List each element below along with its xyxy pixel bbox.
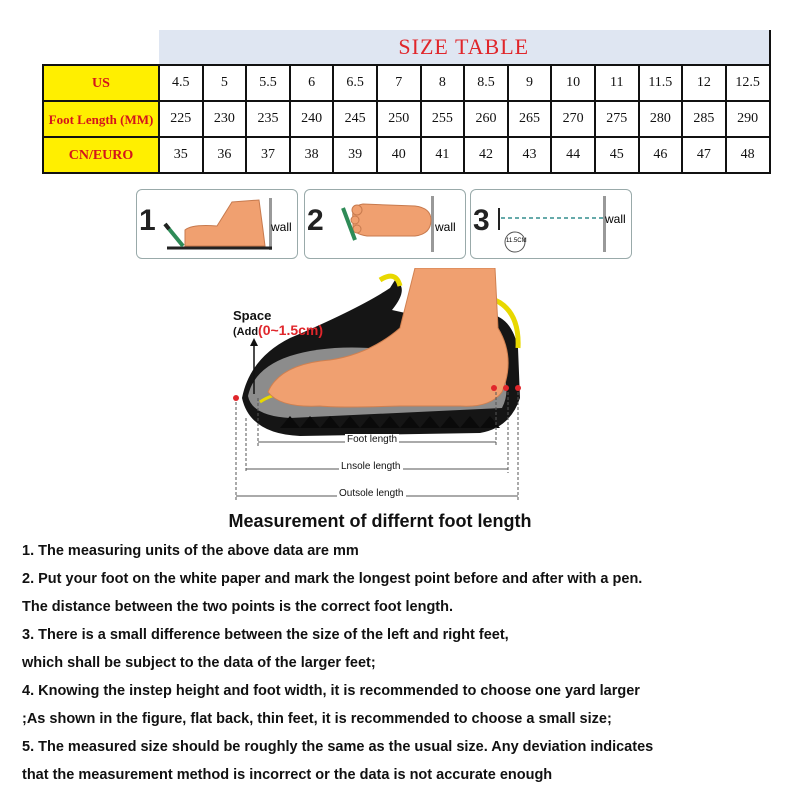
table-row-us	[43, 65, 770, 101]
table-cell: 235	[246, 101, 290, 137]
table-cell: 270	[551, 101, 595, 137]
step-number: 3	[473, 204, 490, 237]
table-cell: 39	[333, 137, 377, 173]
table-cell: 4.5	[159, 65, 203, 101]
table-cell: 8	[421, 65, 465, 101]
table-cell: 280	[639, 101, 683, 137]
table-cell: 285	[682, 101, 726, 137]
table-cell: 225	[159, 101, 203, 137]
instruction-line: 3. There is a small difference between the size of the left and right feet,	[22, 627, 509, 643]
table-cell: 41	[421, 137, 465, 173]
wall-label: wall	[435, 220, 456, 234]
table-cell: 250	[377, 101, 421, 137]
instruction-line: 4. Knowing the instep height and foot width, it is recommended to choose one yard larger	[22, 683, 640, 699]
table-cell: 37	[246, 137, 290, 173]
table-cell: 12	[682, 65, 726, 101]
table-cell: 43	[508, 137, 552, 173]
table-cell: 275	[595, 101, 639, 137]
row-label: US	[43, 65, 159, 101]
instruction-line: ;As shown in the figure, flat back, thin feet, it is recommended to choose a small size;	[22, 711, 612, 727]
space-annotation	[233, 308, 323, 340]
table-cell: 40	[377, 137, 421, 173]
size-table	[42, 30, 771, 174]
table-cell: 46	[639, 137, 683, 173]
table-cell: 12.5	[726, 65, 770, 101]
instruction-line: 1. The measuring units of the above data are mm	[22, 543, 359, 559]
table-corner	[43, 30, 159, 65]
table-cell: 230	[203, 101, 247, 137]
space-add: (Add	[233, 326, 259, 338]
foot-length-label: Foot length	[347, 434, 398, 445]
table-cell: 265	[508, 101, 552, 137]
table-cell: 10	[551, 65, 595, 101]
measurement-steps	[136, 189, 632, 259]
step-3-panel	[470, 189, 632, 259]
table-cell: 44	[551, 137, 595, 173]
instruction-line: that the measurement method is incorrect or the data is not accurate enough	[22, 767, 553, 783]
figure-caption: Measurement of differnt foot length	[228, 511, 532, 531]
row-label: Foot Length (MM)	[43, 101, 159, 137]
table-cell: 9	[508, 65, 552, 101]
table-cell: 8.5	[464, 65, 508, 101]
table-cell: 7	[377, 65, 421, 101]
table-cell: 35	[159, 137, 203, 173]
table-cell: 6	[290, 65, 334, 101]
table-cell: 42	[464, 137, 508, 173]
space-title: Space	[233, 308, 272, 323]
table-cell: 260	[464, 101, 508, 137]
table-cell: 45	[595, 137, 639, 173]
table-cell: 245	[333, 101, 377, 137]
instructions	[22, 541, 792, 793]
instruction-line: 2. Put your foot on the white paper and mark the longest point before and after with a pen.	[22, 571, 643, 587]
space-range: (0~1.5cm)	[258, 322, 324, 338]
instruction-line: The distance between the two points is the correct foot length.	[22, 599, 454, 615]
table-row-foot-length	[43, 101, 770, 137]
row-label: CN/EURO	[43, 137, 159, 173]
instruction-line: 5. The measured size should be roughly the same as the usual size. Any deviation indicates	[22, 739, 654, 755]
table-cell: 290	[726, 101, 770, 137]
table-title: SIZE TABLE	[159, 30, 770, 65]
wall-label: wall	[271, 220, 292, 234]
insole-length-label: Lnsole length	[341, 461, 401, 472]
wall-label: wall	[605, 212, 626, 226]
step-2-panel	[304, 189, 466, 259]
step-1-panel	[136, 189, 298, 259]
table-cell: 5.5	[246, 65, 290, 101]
table-cell: 5	[203, 65, 247, 101]
ruler-note: 11.5CM	[506, 238, 527, 244]
table-cell: 38	[290, 137, 334, 173]
outsole-length-label: Outsole length	[339, 488, 404, 499]
table-cell: 48	[726, 137, 770, 173]
table-cell: 36	[203, 137, 247, 173]
table-cell: 11	[595, 65, 639, 101]
step-number: 2	[307, 204, 324, 237]
table-cell: 255	[421, 101, 465, 137]
table-cell: 11.5	[639, 65, 683, 101]
instruction-line: which shall be subject to the data of the larger feet;	[22, 655, 376, 671]
table-cell: 47	[682, 137, 726, 173]
shoe-foot-illustration	[220, 268, 540, 508]
shoe-measurement-figure	[220, 268, 540, 508]
table-cell: 240	[290, 101, 334, 137]
step-number: 1	[139, 204, 156, 237]
table-row-cn-euro	[43, 137, 770, 173]
table-cell: 6.5	[333, 65, 377, 101]
